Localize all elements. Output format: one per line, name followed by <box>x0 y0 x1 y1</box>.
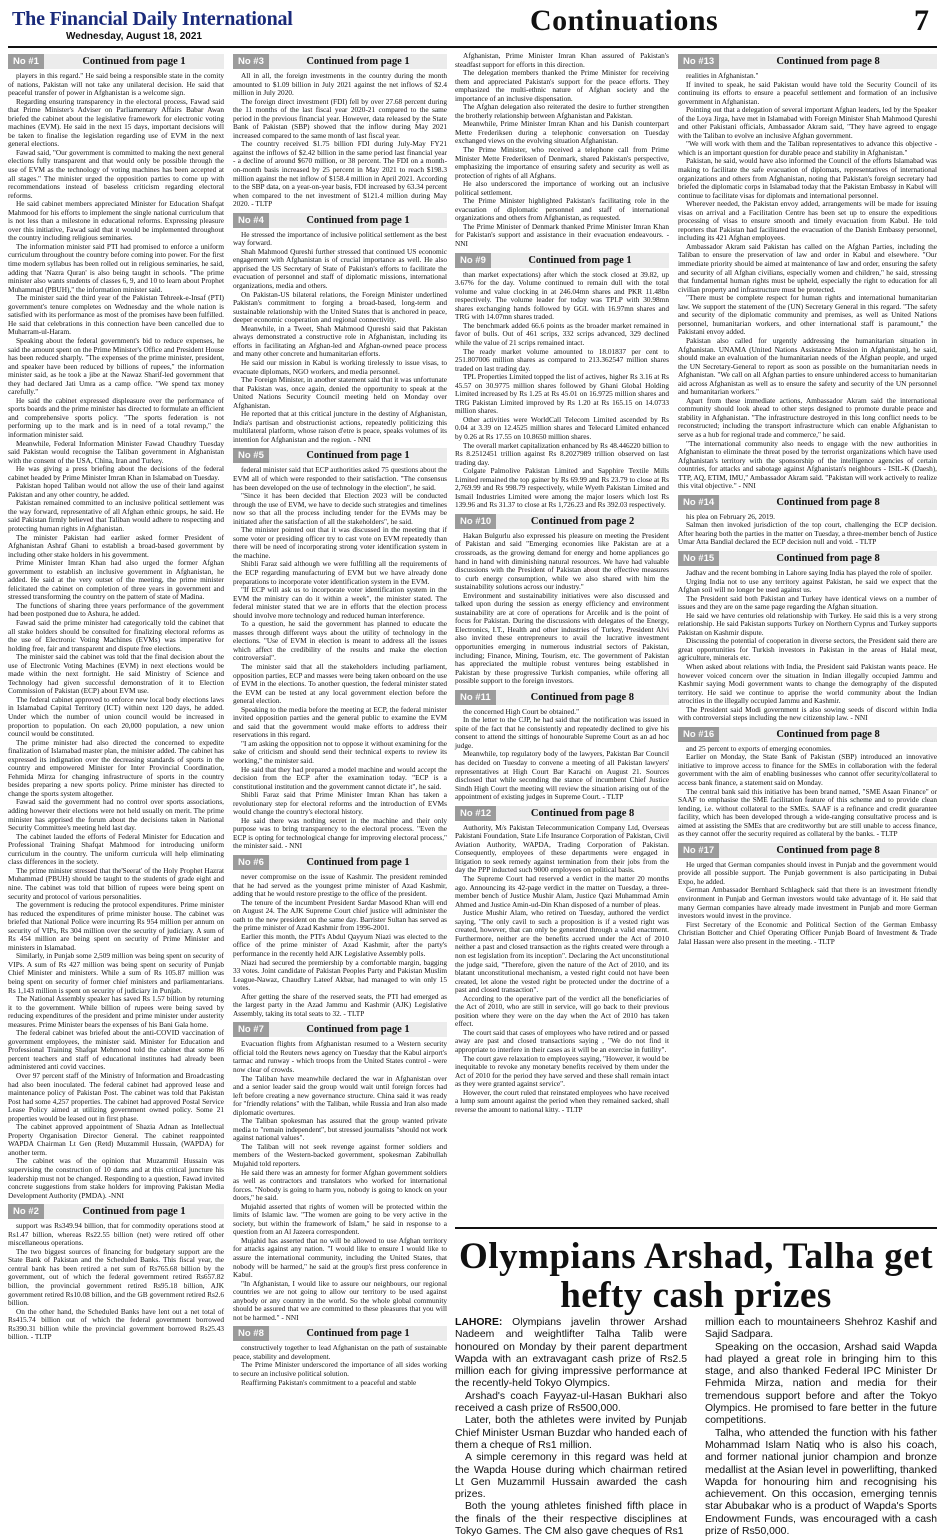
story-paragraph: Pakistan also called for urgently addressing the humanitarian situation in Afghanistan. UNAMA (United Nations Assistance Mission in Afghanistan), he said, should make an evaluation of the humanitarian needs of the Afghan people, and urged the UN Secretary-General to report as soon as possible on the humanitarian needs in Afghanistan. "We call on all Afghan parties to ensure unhindered access to humanitarian aid across Afghanistan as well as to ensure the safety and security of the UN personnel and humanitarian workers." <box>678 335 937 397</box>
story-paragraph: The functions of sharing three years performance of the government had been postponed due to Ashura, he added. <box>8 600 224 619</box>
column-3 <box>455 52 669 1222</box>
story-paragraph: To a question, he said the government has planned to educate the masses through different ways about the utility of technology in the elections. "Use of EVM in election is meant to address all the issues which affect the credibility of the results and make the election controversial". <box>233 619 447 663</box>
story-paragraph: Mujahid asserted that rights of women will be protected within the limits of Islamic law. "The women are going to be very active in the society, but within the framework of Islam," he said in response to a question from an Al Jazeera correspondent. <box>233 1201 447 1237</box>
story-paragraph: Meanwhile, in a Tweet, Shah Mahmood Qureshi said that Pakistan always demonstrated a constructive role in Afghanistan, including its efforts in facilitating an Afghan-led and Afghan-owned peace process and many other concrete and humanitarian efforts. <box>233 323 447 359</box>
story-paragraph: Colgate Palmolive Pakistan Limited and Sapphire Textile Mills Limited remained the top gainer by Rs 69.99 and Rs 23.79 to close at Rs 2,769.99 and Rs 998.79 respectively, while Wyeth Pakistan Limited and Ismail Industries Limited were among the major losers which lost Rs 139.96 and Rs 31.37 to close at Rs 1,726.23 and Rs 392.03 respectively. <box>455 466 669 510</box>
story-paragraph: On the other hand, the Scheduled Banks have lent out a net total of Rs415.74 billion out of which the federal government borrowed Rs390.31 billion while the provincial government borrowed Rs25.43 billion. - TLTP <box>8 1306 224 1342</box>
story-continuation <box>678 843 937 946</box>
story-paragraph: Prime Minister Imran Khan had also urged the former Afghan government to establish an inclusive government in Afghanistan, he added. He said at the very outset of the meeting, the prime minister felicitated the cabinet on completion of three years in government and stressed transforming the country on the pattern of state of Madina. <box>8 558 224 602</box>
section-title: Continuations <box>530 4 719 37</box>
story-paragraph: German Ambassador Bernhard Schlagheck said that there is an investment friendly environment in Punjab and German investors would take advantage of it. He said that many German companies have already made investment in Punjab and more German investors would invest in the province. <box>678 885 937 921</box>
story-paragraph: The Prime Minister underscored the importance of all sides working to secure an inclusive political solution. <box>233 1360 447 1379</box>
story-continuation <box>8 1204 224 1342</box>
story-header <box>455 690 669 705</box>
story-number: No #14 <box>678 495 719 510</box>
story-paragraph: Shah Mahmood Qureshi further stressed that continued US economic engagement with Afghanistan is of crucial importance as well. He also apprised the US Secretary of State of Pakistan's efforts to facilitate the evacuation of personnel and staff of diplomatic missions, international organizations, media and others. <box>233 246 447 291</box>
story-number: No #11 <box>455 690 496 705</box>
story-paragraph: Salman then invoked jurisdiction of the top court, challenging the ECP decision. After hearing both the parties in the matter on Tuesday, a three-member bench of Justice Umar Atta Bandial declared the ECP decision null and void. - TLTP <box>678 520 937 547</box>
story-paragraph: Mujahid has asserted that no will be allowed to use Afghan territory for attacks against any nation. "I would like to ensure I would like to assure the international community, including the United States, that nobody will be harmed," he said at the group's first press conference in Kabul. <box>233 1235 447 1280</box>
continued-from-label: Continued from page 8 <box>719 495 937 510</box>
story-number: No #3 <box>233 54 269 69</box>
story-paragraph: The government is reducing the protocol expenditures. Prime minister has reduced the expenditures of prime minister house. The cabinet was briefed that National Police were incurring Rs 954 million per annum on security of VIPs, Rs 304 million over the security of judiciary. A sum of Rs 454 million are being spent on security of Prime Minister and ministers in Islamabad. <box>8 900 224 952</box>
story-paragraph: The Prime Minister, who received a telephone call from Prime Minister Mette Frederiksen of Denmark, shared Pakistan's perspective, emphasizing the importance of ensuring safety and security as well as protection of rights of all Afghans. <box>455 145 669 180</box>
story-paragraph: He was giving a press briefing about the decisions of the federal cabinet headed by Prime Minister Imran Khan in Islamabad on Tuesday. <box>8 464 224 482</box>
story-paragraph: Regarding ensuring transparency in the electoral process, Fawad said that Prime Minister's Adviser on Parliamentary Affairs Babar Awan briefed the cabinet about the legislative framework for electronic voting machines (EVM). He said in the next 15 days, important decisions will be taken to finalise the legislation regarding use of EVM in the next general elections. <box>8 96 224 149</box>
story-paragraph: Pakistan, he said, would have also informed the Council of the efforts Islamabad was making to facilitate the safe evacuation of diplomats, representatives of international organizations and others from Afghanistan, noting that Pakistan's foreign secretary had briefed the diplomatic corps in Islamabad today that the Pakistan Embassy in Kabul will continue to facilitate visas for diplomats and international personnel. <box>678 156 937 200</box>
story-paragraph: federal minister said that ECP authorities asked 75 questions about the EVM all of which were responded to their satisfaction. "The consensus has been developed on the use of technology in the election", he said. <box>233 465 447 492</box>
story-paragraph: The court gave relaxation to employees saying, "However, it would be inequitable to revoke any monetary benefits received by them under the Act of 2010 for the period they have served and these shall remain intact as they were granted against service". <box>455 1053 669 1089</box>
story-number: No #1 <box>8 54 44 69</box>
story-paragraph: All in all, the foreign investments in the country during the month amounted to $1.09 billion in July 2021 against the net inflows of $2.4 million in July 2020. <box>233 71 447 98</box>
story-paragraph: The minister said the cabinet was told that the final decision about the use of Electronic Voting Machines (EVM) in next elections would be made within the next fortnight. He said Ministry of Science and Technology had given successful demonstration of it to Election Commission of Pakistan (ECP) about EVM use. <box>8 652 224 696</box>
story-continuation <box>678 551 937 723</box>
story-paragraph: The cabinet lauded the efforts of Federal Minister for Education and Professional Training Shafqat Mahmood for introducing uniform curriculum in the country. The uniform curricula will help eliminating class differences in the society. <box>8 831 224 867</box>
feature-paragraph: Talha, who attended the function with his father Mohammad Islam Natiq who is also his coach, and former national junior champion and bronze medallist at the Asian level in powerlifting, thanked Wapda for honouring him and recognising his achievement. On this occasion, emerging tennis star Abubakar who is a product of Wapda's Sports Endowment Funds, was encouraged with a cash prize of Rs50,000. <box>705 1427 937 1538</box>
story-paragraph: Afghanistan, Prime Minister Imran Khan assured of Pakistan's steadfast support for efforts in this direction. <box>455 51 669 69</box>
story-paragraph: Evacuation flights from Afghanistan resumed to a Western security official told the Reuters news agency on Tuesday that the Kabul airport's tarmac and runway - which troops from the United States control - were now clear of crowds. <box>233 1039 447 1074</box>
story-number: No #9 <box>455 253 491 268</box>
story-paragraph: "We will work with them and the Taliban representatives to advance this objective - which is an important question for durable peace and stability in Afghanistan." <box>678 139 937 157</box>
story-paragraph: his plea on February 26, 2019. <box>686 511 775 521</box>
story-paragraph: Meanwhile, Federal Information Minister Fawad Chaudhry Tuesday said Pakistan would recognise the Taliban government in Afghanistan with the consent of the USA, China, Iran and Turkey. <box>8 438 224 465</box>
story-header <box>8 54 224 69</box>
story-paragraph: After getting the share of the reserved seats, the PTI had emerged as the largest party in the Azad Jammu and Kashmir (AJK) Legislative Assembly, taking its total seats to 32. - TLTP <box>233 991 447 1018</box>
story-paragraph: The federal cabinet approved to enforce new local body elections laws in Islamabad Capital Territory (ICT) within next 120 days, he added. Under which the number of union council would be increased in proportion to population. On each 20,000 population, a new union council would be constituted. <box>8 694 224 739</box>
story-header <box>233 54 447 69</box>
feature-headline-box <box>455 1227 937 1315</box>
story-continuation <box>678 495 937 547</box>
story-continuation <box>455 52 669 249</box>
feature-lead-text: Olympians javelin thrower Arshad Nadeem and weightlifter Talha Talib were honoured on Monday by their parent department Wapda with an extravagant cash prize of Rs2.5 million each for giving impressive performance at the recently-held Tokyo Olympics. <box>455 1317 687 1390</box>
story-number: No #13 <box>678 54 719 69</box>
story-paragraph: The Taliban spokesman has assured that the group wanted private media to "remain independent", but stressed journalists "should not work against national values". <box>233 1116 447 1143</box>
story-continuation <box>678 54 937 491</box>
story-paragraph: Justice Mushir Alam, who retired on Tuesday, authored the verdict saying, "The only cavil to such a proposition is if a vested right was created, however, that can only be generated through a valid enactment. Furthermore, neither are the benefits accrued under the Act of 2010 neither a past and closed transaction as the rights created were through a non est legislation from its inception". Declaring the Act unconstitutional the judge said, "Therefore, given the nature of the Act of 2010, and its blatant unconstitutional mechanism, a vested right could not have been created, let alone the vested right be protected under the doctrine of a past and closed transaction". <box>455 908 669 995</box>
story-continuation <box>455 806 669 1115</box>
story-paragraph: The information minister said PTI had promised to enforce a uniform curriculum throughout the country before coming into power. For the first time modern syllabus has been rolled out in religious seminaries, he said, adding that 'Nazra Quran' is also being taught in schools. "The prime minister also wants students of classes 6, 9, and 10 to learn about Prophet Muhammad (PBUH)," the information minister said. <box>8 241 224 294</box>
story-number: No #8 <box>233 1326 269 1341</box>
story-paragraph: The Prime Minister of Denmark thanked Prime Minister Imran Khan for Pakistan's support and assistance in their evacuation endeavours. - NNI <box>455 221 669 249</box>
story-paragraph: He stressed the importance of inclusive political settlement as the best way forward. <box>233 229 447 248</box>
continued-from-label: Continued from page 1 <box>491 253 669 268</box>
story-paragraph: When asked about relations with India, the President said Pakistan wants peace. He however voiced concern over the situation in Indian illegally occupied Jammu and Kashmir saying Modi government wants to change the demography of the disputed territory. He said we continue to apprise the world community about the Indian atrocities in the illegally occupied Jammu and Kashmir. <box>678 662 937 706</box>
newspaper-title: The Financial Daily International <box>12 8 293 30</box>
story-paragraph: The Taliban have meanwhile declared the war in Afghanistan over and a senior leader said the group would wait until foreign forces had left before creating a new governance structure. China said it was ready for "friendly relations" with the Taliban, while Russia and Iran also made diplomatic overtures. <box>233 1073 447 1117</box>
story-paragraph: Pointing out that a delegation of several important Afghan leaders, led by the Speaker of the Loya Jirga, have met in Islamabad with Foreign Minister Shah Mahmood Qureshi and other Pakistani officials, Ambassador Akram said, "They have agreed to engage with the Taliban to evolve an inclusive Afghan government. <box>678 105 937 140</box>
story-header <box>678 495 937 510</box>
story-paragraph: Jadhav and the recent bombing in Lahore saying India has played the role of spoiler. <box>686 567 933 577</box>
story-continuation <box>233 213 447 445</box>
story-paragraph: The Supreme Court had reserved a verdict in the matter 20 months ago. Announcing its 42-page verdict in the matter on Tuesday, a three-member bench of Justice Mushir Alam, Justice Qazi Muhammad Amin Ahmed and Justice Amin-ud-Din Khan disposed of a number of pleas. <box>455 874 669 909</box>
story-paragraph: The central bank said this initiative has been brand named, "SME Asaan Finance" or SAAF to emphasise the SME facilitation feature of this scheme and to provide clean lending, i.e. without collateral to the SMEs. SAAF is a refinance and credit guarantee facility, which has been developed through a wide-ranging consultative process and is aimed at assisting the SMEs that are creditworthy but are still unable to access finance, as they cannot offer the security required as collateral by the banks. - TLTP <box>678 786 937 839</box>
story-header <box>8 1204 224 1219</box>
story-paragraph: The Afghan delegation also reiterated the desire to further strengthen the brotherly relationship between Afghanistan and Pakistan. <box>455 102 669 120</box>
story-paragraph: Earlier on Monday, the State Bank of Pakistan (SBP) introduced an innovative initiative to improve access to finance for the SMEs in collaboration with the federal government with the aim of enabling businesses who cannot offer security/collateral to access bank finance, a statement said on Monday. <box>678 752 937 788</box>
column-4 <box>678 52 937 1222</box>
story-continuation <box>455 514 669 686</box>
story-continuation <box>233 1326 447 1387</box>
story-paragraph: The minister Pakistan had earlier asked former President of Afghanistan Ashraf Ghani to establish a broad-based government by including other stake holders in his government. <box>8 532 224 559</box>
story-paragraph: Pakistan remained committed to an inclusive political settlement was the way forward, representative of all Afghan ethnic groups, he said. He said Pakistan firmly believed that Taliban would adhere to respecting and protecting human rights in Afghanistan. <box>8 498 224 533</box>
continued-from-label: Continued from page 8 <box>496 806 669 821</box>
story-paragraph: He urged that German companies should invest in Punjab and the government would provide all possible support. The Punjab government is also participating in Dubai Expo, he added. <box>678 859 937 886</box>
story-number: No #7 <box>233 1022 269 1037</box>
story-paragraph: than market expectations) after which the stock closed at 39.82, up 3.67% for the day. Volume continued to remain dull with the total volume and value clocking in at 246.04mn shares and PKR 11.48bn respectively. The volume leader for today was TPLP with 30.98mn shares exchanging hands followed by GGL with 16.97mn shares and TRG with 14.07mn shares traded. <box>455 269 669 322</box>
story-number: No #10 <box>455 514 496 529</box>
continued-from-label: Continued from page 8 <box>496 690 669 705</box>
story-paragraph: Shibli Faraz said although we were fulfilling all the requirements of the ECP regarding manufacturing of EVM but we have already done preparations to incorporate voter identification system in the EVM. <box>233 559 447 586</box>
story-paragraph: Shibli Faraz said that Prime Minister Imran Khan has taken a revolutionary step for electoral reforms and the introduction of EVMs would change the country's electoral history. <box>233 790 447 817</box>
story-paragraph: He also underscored the importance of working out an inclusive political settlement. <box>455 179 669 197</box>
column-1 <box>8 52 224 1528</box>
story-paragraph: Environment and sustainability initiatives were also discussed and talked upon during the session as energy efficiency and environment sustainability are at core of operations for Arcelik and is the point of focus for Pakistan. During the discussions with delegates of the Energy, Electronics, I.T., Health and other industries of Turkey, President Alvi also invited these entrepreneurs to avail the lucrative investment opportunities emerging in numerous industrial sectors of Pakistan, including; Finance, Mining, Tourism, etc. The government of Pakistan has appreciated the multiple robust ventures being established in Pakistan by these progressive Turkish companies, while offering all possible support to the foreign investors. <box>455 590 669 686</box>
story-paragraph: The tenure of the incumbent President Sardar Masood Khan will end on August 24. The AJK Supreme Court chief justice will administer the oath to the new president on the same day. Barrister Sultan has served as the prime minister of Azad Kashmir from 1996-2001. <box>233 897 447 933</box>
story-paragraph: The President said Modi government is also sowing seeds of discord within India with controversial steps including the new citizenship law. - NNI <box>678 704 937 723</box>
story-paragraph: "If ECP will ask us to incorporate voter identification system in the EVM the ministry can do it within a week", the minister stated. The federal minister stated that we are in efforts that the election process should involve more technology and reduced human interference. <box>233 585 447 620</box>
story-paragraph: The prime minister stressed that the'Seerat' of the Holy Prophet Hazrat Muhammad (PBUH) should be taught to the students of grade eight and nine. The cabinet was told that billion of rupees were being spent on security and protocol of various personalities. <box>8 865 224 901</box>
story-paragraph: and 25 percent to exports of emerging economies. <box>686 743 832 753</box>
story-continuation <box>455 690 669 802</box>
story-paragraph: Discussing the potential of cooperation in diverse sectors, the President said there are great opportunities for Turkish investors in Pakistan in the areas of Halal meat, agriculture, minerals etc. <box>678 636 937 663</box>
feature-paragraph: Speaking on the occasion, Arshad said Wapda had played a great role in bringing him to this stage, and also thanked Federal IPC Minister Dr Fehmida Mirza, nation and media for their tremendous support before and after the Tokyo Olympics. He promised to fare better in the future competitions. <box>705 1341 937 1427</box>
story-continuation <box>8 54 224 1200</box>
story-paragraph: support was Rs349.94 billion, that for commodity operations stood at Rs1.47 billion, whereas Rs22.55 billion (net) were retired off other miscellaneous operations. <box>8 1221 224 1248</box>
story-paragraph: Meanwhile, top regulatory body of the lawyers, Pakistan Bar Council has decided on Tuesday to convene a meeting of all Pakistan lawyers' representatives at High Court Bar Karachi on August 21. Sources disclosed that while seconding the stance of incumbent Chief Justice Sindh High Court the meeting will review the situation arising out of the appointment of existing judges in Supreme Court. - TLTP <box>455 749 669 802</box>
story-header <box>233 1326 447 1341</box>
story-paragraph: TPL Properties Limited topped the list of actives, higher Rs 3.16 at Rs 45.57 on 30.9775 million shares followed by Ghani Global Holding Limited increased by Rs 1.25 at Rs 45.01 on 16.9725 million shares and TRG Pakistan Limited improved by Rs 1.20 at Rs 165.15 on 14.0733 million shares. <box>455 372 669 416</box>
story-number: No #12 <box>455 806 496 821</box>
story-paragraph: However, the court ruled that reinstated employees who have received a lump sum amount against the period when they remained sacked, shall reverse the amount to national kitty. - TLTP <box>455 1087 669 1114</box>
feature-paragraph: Both the young athletes finished fifth place in the finals of the their respective disciplines at Tokyo Games. The CM also gave cheques of Rs1 <box>455 1501 687 1538</box>
feature-lead <box>455 1317 687 1391</box>
story-paragraph: Wherever needed, the Pakistan envoy added, arrangements will be made for issuing visas on arrival and a Facilitation Centre has been set up to ensure the expeditious processing of visas to ensure smooth and timely evacuation from Kabul. He told reporters that Pakistan had facilitated the evacuation of the Danish Embassy personnel, including its 421 Afghan employees. <box>678 199 937 243</box>
story-number: No #2 <box>8 1204 44 1219</box>
story-header <box>233 213 447 228</box>
story-paragraph: "The international community also needs to engage with the new authorities in Afghanistan to eliminate the threat posed by the terrorist organizations which have used Afghanistan's territory with the sponsorship of the intelligence agencies of certain countries, for attacks and sabotage against Afghanistan's neighbours - ISIL-K (Daesh), TTP, AQ, ETIM, IMU," Ambassador Akram said. "Pakistan will work actively to realize this vital objective." - NNI <box>678 438 937 491</box>
story-continuation <box>233 855 447 1018</box>
story-paragraph: He said that they had prepared a model machine and would accept the decision from the ECP after the examination today. "ECP is a constitutional institution and the government cannot dictate it", he said. <box>233 764 447 791</box>
feature-paragraph: Later, both the athletes were invited by Punjab Chief Minister Usman Buzdar who handed each of them a cheque of Rs1 million. <box>455 1415 687 1451</box>
story-number: No #6 <box>233 855 269 870</box>
story-paragraph: According to the operative part of the verdict all the beneficiaries of the Act of 2010, who are still in service, will go back to their previous position where they were on the day when the Act of 2010 has taken effect. <box>455 993 669 1029</box>
story-paragraph: The minister said that all the stakeholders including parliament, opposition parties, ECP and masses were being taken onboard on the use of EVM in the elections. To another question, the federal minister stated the EVM can be tested at any local government election before the general election. <box>233 662 447 706</box>
story-paragraph: The cabinet approved appointment of Shazia Adnan as Intellectual Property Organisation Director General. The cabinet reappointed WAPDA Chairman Lt Gen (Retd) Muzammil Hussain, (WAPDA) for another term. <box>8 1122 224 1157</box>
story-paragraph: Fawad said the prime minister had categorically told the cabinet that all stake holders should be consulted for finalizing electoral reforms as the use of Electronic Voting Machines (EVMs) was imperative for holding free, fair and transparent and dispute free elections. <box>8 618 224 653</box>
issue-date: Wednesday, August 18, 2021 <box>66 31 202 42</box>
story-paragraph: First Secretary of the Economic and Political Section of the German Embassy Christian Bottcher and Chief Operating Officer Punjab Board of Investment & Trade Jalal Hassan were also present in the meeting. - TLTP <box>678 919 937 946</box>
story-paragraph: Speaking about the federal government's bid to reduce expenses, he said the amount spent on the Prime Minister's Office and President House has been reduced sharply. "The expenses of the prime minister, president, and speaker have been reduced by billions of rupees," the information minister said, as he took a jibe at the Nawaz Sharif-led government that they had declared Jati Umra as a camp office. "We spend tax money carefully." <box>8 335 224 397</box>
feature-paragraph: million each to mountaineers Shehroz Kashif and Sajid Sadpara. <box>705 1317 937 1341</box>
story-continuation <box>455 253 669 510</box>
continued-from-label: Continued from page 1 <box>269 855 447 870</box>
feature-dateline: LAHORE: <box>455 1317 503 1328</box>
story-number: No #5 <box>233 448 269 463</box>
story-header <box>233 1022 447 1037</box>
story-paragraph: Fawad said, "Our government is committed to making the next general elections fully transparent and that would only be possible through the use of EVM as the technology of voting machines has been accepted at all stages." The minister urged the opposition parties to come up with recommendations instead of baseless criticism regarding electoral reforms. <box>8 147 224 200</box>
story-paragraph: The Prime Minister highlighted Pakistan's facilitating role in the evacuation of diplomatic personnel and staff of international organizations and others from Afghanistan, as requested. <box>455 196 669 223</box>
story-paragraph: Urging India not to use any territory against Pakistan, he said we expect that the Afghan soil will no longer be used against us. <box>678 576 937 595</box>
story-number: No #16 <box>678 727 719 742</box>
story-paragraph: Apart from these immediate actions, Ambassador Akram said the international community should look ahead to other steps designed to promote durable peace and stability in Afghanistan. "The infrastructure destroyed in this long conflict needs to be reconstructed; including the transport infrastructure which can enable Afghanistan to serve as a hub for regional trade and commerce," he said. <box>678 395 937 439</box>
story-paragraph: The court said that cases of employees who have retired and or passed away are past and closed transactions saying , "We do not find it appropriate to interfere in their cases as it will be an exercise in futility". <box>455 1027 669 1054</box>
masthead <box>8 6 937 48</box>
story-paragraph: Over 97 percent staff of the Ministry of Information and Broadcasting had also been inoculated. The federal cabinet had approved lease and maintenance policy of Pakistan Post. The cabinet was told that Pakistan Post had some 4,257 properties. The cabinet had approved Postal Service Lease Policy aimed at utilizing government owned policy. Some 21 properties would be leased out in first phase. <box>8 1070 224 1123</box>
continued-from-label: Continued from page 8 <box>719 54 937 69</box>
story-header <box>678 727 937 742</box>
story-paragraph: The Taliban will not seek revenge against former soldiers and members of the Western-backed government, spokesman Zabihullah Mujahid told reporters. <box>233 1141 447 1168</box>
story-paragraph: realities in Afghanistan." <box>686 71 759 80</box>
story-header <box>233 448 447 463</box>
feature-column-left <box>455 1317 687 1538</box>
story-paragraph: He said the cabinet expressed displeasure over the performance of sports boards and the prime minister has directed to formulate an efficient and comprehensive sports policy. "The sports federation is not performing up to the mark and is in need of a total revamp," the information minister said. <box>8 395 224 439</box>
story-continuation <box>233 448 447 851</box>
story-paragraph: Ambassador Akram said Pakistan has called on the Afghan Parties, including the Taliban to ensure the preservation of law and order in Kabul and elsewhere. "Our immediate priority should be aimed at maintenance of law and order, ensuring the safety and security of all Afghan civilians, especially women and children," he said, stressing that fundamental human rights must be upheld, especially the right to education for all civilian property and infrastructure must be protected. <box>678 241 937 294</box>
story-number: No #4 <box>233 213 269 228</box>
story-paragraph: The country received $1.75 billion FDI during July-May FY21 against the inflows of $2.42 billion in the same period last financial year - a decline of around $670 million, or 38 percent. The FDI on a month-on-month basis increased by 25 percent in May 2021 to reach $198.3 million against the net inflow of $158.4 million in April 2021. According to the SBP data, on a year-on-year basis, FDI increased by 63.34 percent when compared to the net investment of $121.4 million during May 2020. - TLTP <box>233 139 447 209</box>
story-paragraph: On Pakistan-US bilateral relations, the Foreign Minister underlined Pakistan's commitment to forging a broad-based, long-term and sustainable relationship with the United States that is anchored in peace, deeper economic cooperation and regional connectivity. <box>233 289 447 325</box>
story-paragraph: Other activities were WorldCall Telecom Limited ascended by Rs 0.04 at 3.39 on 12.4525 million shares and Telecard Limited enhanced by 0.26 at Rs 17.55 on 10.8650 million shares. <box>455 414 669 441</box>
story-paragraph: Pakistan hoped Taliban would not allow the use of their land against Pakistan and any other country, he added. <box>8 481 224 499</box>
continued-from-label: Continued from page 1 <box>269 1326 447 1341</box>
story-paragraph: In the letter to the CJP, he had said that the notification was issued in spite of the fact that he consistently and repeatedly declined to give his consent to attend the sittings of honourable Supreme Court as an ad hoc judge. <box>455 715 669 750</box>
feature-paragraph: A simple ceremony in this regard was held at the Wapda House during which chairman retired Lt Gen Muzammil Hussain awarded the cash prizes. <box>455 1452 687 1501</box>
story-paragraph: The delegation members thanked the Prime Minister for receiving them and appreciated Pakistan's support for the peace efforts. They emphasized the multi-ethnic nature of Afghan society and the importance of an inclusive dispensation. <box>455 68 669 103</box>
story-paragraph: The two biggest sources of financing for budgetary support are the State Bank of Pakistan and the Scheduled Banks. This fiscal year, the central bank has been retired a net sum of Rs765.68 billion by the government, out of which the federal government retired Rs657.82 billion, the provincial government retired Rs95.18 billion, AJK government retired Rs10.08 billion, and the GB government retired Rs2.6 billion. <box>8 1246 224 1308</box>
story-header <box>455 253 669 268</box>
story-continuation <box>678 727 937 839</box>
story-paragraph: He reported that at this critical juncture in the destiny of Afghanistan, India's partisan and obstructionist actions, repeatedly politicizing this multilateral platform, whose raison d'etre is peace, speaks volumes of its intention for Afghanistan and the region. - NNI <box>233 409 447 444</box>
story-paragraph: players in this regard." He said being a responsible state in the comity of nations, Pakistan will not take any unilateral decision. He said that peaceful transfer of power in Afghanistan is a welcome sign. <box>8 71 224 98</box>
story-header <box>233 855 447 870</box>
story-paragraph: Meanwhile, Prime Minister Imran Khan and his Danish counterpart Mette Frederiksen during a telephonic conversation on Tuesday exchanged views on the evolving situation Afghanistan. <box>455 119 669 146</box>
story-paragraph: never compromise on the issue of Kashmir. The president reminded that he had served as the youngest prime minister of Azad Kashmir, adding that he would restore prestige to the office of the president. <box>233 872 447 899</box>
story-continuation <box>233 1022 447 1322</box>
story-paragraph: Speaking to the media before the meeting at ECP, the federal minister invited opposition parties and the general public to examine the EVM and said that the government would make efforts to address their reservations in this regard. <box>233 704 447 740</box>
story-paragraph: "I am asking the opposition not to oppose it without examining for the sake of criticism and should send their technical experts to review its working," the minister said. <box>233 738 447 766</box>
story-paragraph: The overall market capitalization enhanced by Rs 48.446220 billion to Rs 8.2512451 trillion against Rs 8.2027989 trillion observed on last trading day. <box>455 440 669 467</box>
story-paragraph: If invited to speak, he said Pakistan would have told the Security Council of its continuing its efforts to ensure a peaceful settlement and formation of an inclusive government in Afghanistan. <box>678 79 937 106</box>
story-paragraph: The foreign direct investment (FDI) fell by over 27.68 percent during the 11 months of the last fiscal year 2020-21 compared to the same period in the previous financial year. However, data released by the State Bank of Pakistan (SBP) showed that the inflow during May 2021 increased compared to the same month of last fiscal year. <box>233 96 447 140</box>
story-paragraph: The President said both Pakistan and Turkey have identical views on a number of issues and they are on the same page regarding the Afghan situation. <box>678 593 937 612</box>
story-paragraph: The National Assembly speaker has saved Rs 1.57 billion by returning it to the government. While billion of rupees were being saved by reducing expenditures of the president and prime minister under austerity measures. Prime Minister bears the expenses of his Bani Gala home. <box>8 994 224 1029</box>
story-paragraph: He said we have centuries old relationship with Turkey. He said this is a very strong relationship. He said Pakistan supports Turkey on Northern Cyprus and Turkey supports Pakistan on Kashmir dispute. <box>678 610 937 637</box>
story-header <box>455 806 669 821</box>
story-header <box>678 54 937 69</box>
feature-headline: Olympians Arshad, Talha get hefty cash prizes <box>458 1236 934 1316</box>
continued-from-label: Continued from page 1 <box>269 213 447 228</box>
story-paragraph: "In Afghanistan, I would like to assure our neighbours, our regional countries we are not going to allow our territory to be used against anybody or any country in the world. So the whole global community should be assured that we are committed to these pleasures that you will not be harmed." - NNI <box>233 1278 447 1322</box>
continued-from-label: Continued from page 1 <box>269 448 447 463</box>
story-header <box>678 551 937 566</box>
story-paragraph: The Foreign Minister, in another statement said that it was unfortunate that Pakistan was, once again, denied the opportunity to speak at the United Nations Security Council meeting held on Monday over Afghanistan. <box>233 375 447 410</box>
story-paragraph: constructively together to lead Afghanistan on the path of sustainable peace, stability and development. <box>233 1343 447 1361</box>
story-paragraph: "There must be complete respect for human rights and international humanitarian law. We support the statement of the (UN) Secretary General in this regard. "The safety and security of the diplomatic community and premises, as well as United Nations personnel, humanitarian workers, and other international staff is paramount," the Pakistani envoy added. <box>678 293 937 337</box>
story-paragraph: He said there was an amnesty for former Afghan government soldiers as well as contractors and translators who worked for international forces. "Nobody is going to harm you, nobody is going to knock on your doors," he said. <box>233 1167 447 1203</box>
continued-from-label: Continued from page 1 <box>44 54 224 69</box>
continued-from-label: Continued from page 8 <box>719 843 937 858</box>
story-paragraph: The minister pointed out that it was discussed in the meeting that if some voter or presiding officer try to cast vote on EVM repeatedly than there will be need of incorporating strong voter identification system in the machine. <box>233 525 447 560</box>
story-paragraph: Fawad said the government had no control over sports associations, adding however their elections were not held usually on merit. The prime minister has apprised the forum about the decisions taken in National Security Committee's meeting held last day. <box>8 797 224 833</box>
story-paragraph: The minister said the third year of the Pakistan Tehreek-e-Insaf (PTI) government's tenure completes on Wednesday and the whole nation is satisfied with its performance as most of the promises have been fulfilled. He said that celebrations in this connection have been cancelled due to Muharram-ul-Haram. <box>8 293 224 337</box>
story-paragraph: He said our mission in Kabul is working tirelessly to issue visas, to evacuate diplomats, NGO workers, and media personnel. <box>233 357 447 376</box>
story-paragraph: The ready market volume amounted to 18.01837 per cent to 251.807006 million shares as compared to 213.362547 million shares traded on last trading day. <box>455 346 669 373</box>
story-paragraph: The federal cabinet was briefed about the anti-COVID vaccination of government employees, the minister said. Minister for Education and Professional Training Shafqat Mehmood told the cabinet that some 86 percent teachers and staff of educational institutes had already been administered anti covid vaccines. <box>8 1028 224 1072</box>
continued-from-label: Continued from page 8 <box>719 727 937 742</box>
story-paragraph: Niazi had secured the premiership by a comfortable margin, bagging 33 votes. Joint candidate of Pakistan Peoples Party and Pakistan Muslim League-Nawaz, Chaudhry Lateef Akbar, had managed to win only 15 votes. <box>233 957 447 993</box>
continued-from-label: Continued from page 2 <box>496 514 669 529</box>
story-paragraph: He said there was nothing secret in the machine and their only purpose was to bring transparency to the electoral process. "Even the ECP is opting for technological change for improving electoral process," the minister said. - NNI <box>233 815 447 851</box>
story-paragraph: Authority, M/s Pakistan Telecommunication Company Ltd, Overseas Pakistani Foundation, State Life Insurance Corporation of Pakistan, Civil Aviation Authority, WAPDA, Trading Corporation of Pakistan. Consequently, employees of these departments were engaged in litigation to seek remedy against termination from their jobs from the day the PPP inducted such 9000 employees on political basis. <box>455 822 670 875</box>
continued-from-label: Continued from page 1 <box>44 1204 224 1219</box>
story-paragraph: Hakan Bulgurlu also expressed his pleasure on meeting the President of Pakistan and said "Emerging economies like Pakistan are at a crossroads, as the growing demand for energy and home appliances go hand in hand with diminishing natural resources. We have had valuable discussions with the President of Pakistan about the effective measures to curb energy consumption, while we also shared with him the sustainability solutions across our industry." <box>455 530 669 592</box>
story-paragraph: "Since it has been decided that Election 2023 will be conducted through the use of EVM, we have to decide such strategies and timelines now so that all the process including tender for the EVMs may be initiated after the satisfaction of all the stakeholders", he said. <box>233 491 447 526</box>
story-header <box>455 514 669 529</box>
continued-from-label: Continued from page 1 <box>269 54 447 69</box>
feature-paragraph: Arshad's coach Fayyaz-ul-Hasan Bukhari also received a cash prize of Rs500,000. <box>455 1390 687 1415</box>
story-paragraph: Similarly, in Punjab some 2,509 million was being spent on security of VIPs. A sum of Rs 427 million was being spent on security of Punjab Chief Minister and ministers. While a sum of Rs 105.87 million was being spent on security of former chief ministers and parliamentarians. Rs 1,143 million is spent on security of judiciary in Punjab. <box>8 951 224 995</box>
story-paragraph: Earlier this month, the PTI's Abdul Qayyum Niazi was elected to the office of the prime minister of Azad Kashmir, after the party's performance in the recently held AJK Legislative Assembly polls. <box>233 931 447 958</box>
story-paragraph: He said cabinet members appreciated Minister for Education Shafqat Mahmood for his efforts to implement the single national curriculum that is not less than a milestone in educational reforms. Expressing pleasure over this initiative, Fawad said that it would be implemented throughout the country including religious seminaries. <box>8 199 224 243</box>
continued-from-label: Continued from page 1 <box>269 1022 447 1037</box>
continued-from-label: Continued from page 8 <box>719 551 937 566</box>
story-paragraph: The benchmark added 66.6 points as the broader market remained in favor of bulls. Out of 461 scrips, 332 scrips advanced, 329 declined while the value of 21 scrips remained intact. <box>455 320 669 347</box>
story-number: No #17 <box>678 843 719 858</box>
column-2 <box>233 52 447 1528</box>
story-number: No #15 <box>678 551 719 566</box>
page-number: 7 <box>914 4 929 37</box>
story-header <box>678 843 937 858</box>
story-paragraph: The prime minister had also directed the concerned to expedite finalization of Islamabad master plan, the minister added. The cabinet has expressed its indignation over the decreasing standards of sports in the country and empowered Minister for Inter Provincial Coordination, Fehmida Mirza for changing infrastructure of sports in the country besides preparing a new sports policy. Prime minister has directed to change the sports system altogether. <box>8 737 224 798</box>
story-continuation <box>233 54 447 209</box>
feature-column-right <box>705 1317 937 1538</box>
story-paragraph: the concerned High Court be obtained." <box>463 706 580 716</box>
story-paragraph: The cabinet was of the opinion that Muzammil Hussain was supervising the construction of 10 dams and at this critical juncture his leadership must not be changed. Responding to a question, Fawad invited concrete suggestions from stake holders for improving Pakistan Media Development Authority (PMDA). -NNI <box>8 1156 224 1200</box>
story-paragraph: Reaffirming Pakistan's commitment to a peaceful and stable <box>241 1377 417 1387</box>
